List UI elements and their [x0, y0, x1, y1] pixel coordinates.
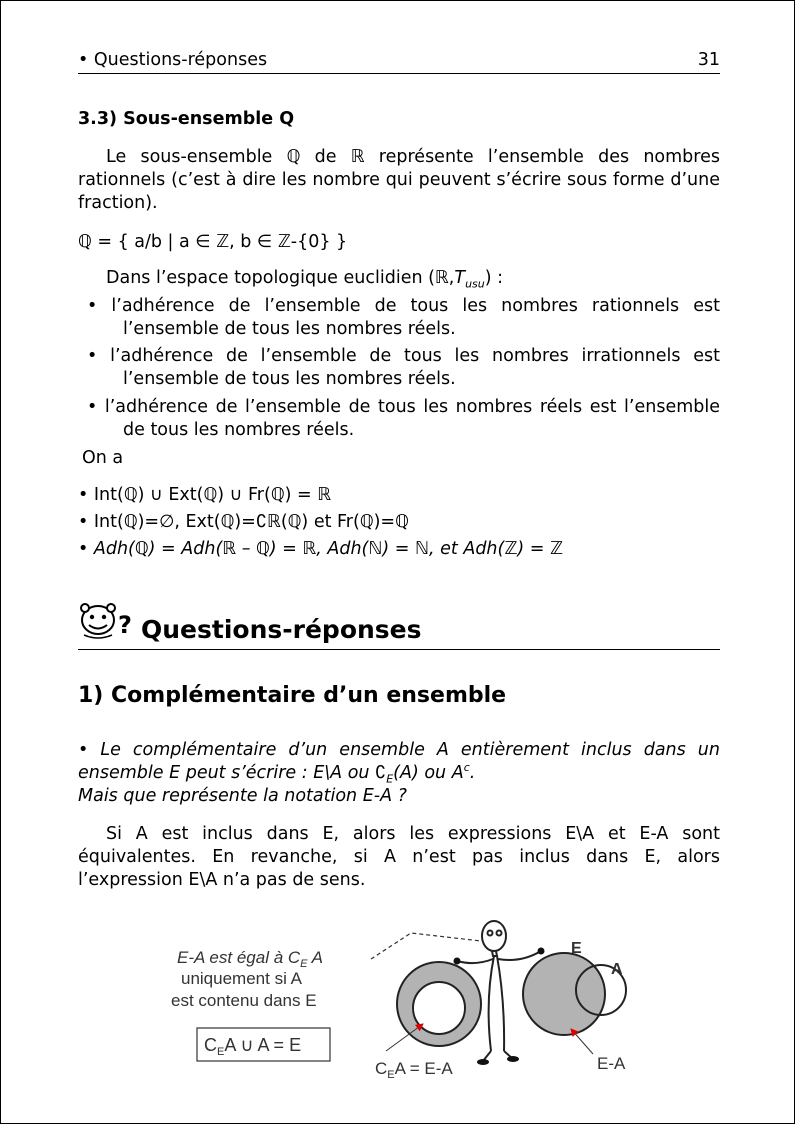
bullet-reals: • l’adhérence de l’ensemble de tous les nombres réels est l’ensemble de tous les nombres réels.	[87, 397, 720, 440]
section-title: 3.3) Sous-ensemble Q	[78, 109, 295, 129]
header-title: • Questions-réponses	[78, 50, 268, 70]
question-1-text-part3: .	[469, 763, 476, 783]
bullet-rationals: • l’adhérence de l’ensemble de tous les nombres rationnels est l’ensemble de tous les nombres réels.	[87, 296, 720, 339]
figure-formula-text: $C_EA$ ∪ A = E	[204, 1035, 302, 1058]
svg-text:?: ?	[118, 611, 132, 639]
formula-2: • Int(ℚ)=∅, Ext(ℚ)=∁ℝ(ℚ) et Fr(ℚ)=ℚ	[78, 512, 409, 532]
answer-1-text: Si A est inclus dans E, alors les expressions E\A et E-A sont équivalentes. En revanche, si A n’est pas inclus dans E, alors l’expression E\A n’a pas de sens.	[78, 824, 720, 890]
topology-intro-text: Dans l’espace topologique euclidien (ℝ,	[106, 268, 455, 288]
figure-caption-line2: uniquement si A	[181, 969, 302, 988]
figure-caption-line1: E-A est égal à $C_E$ A	[177, 948, 323, 970]
complement-figure	[161, 911, 651, 1086]
topology-T: T	[454, 268, 466, 288]
label-E: E	[571, 940, 582, 957]
bullet-irrationals: • l’adhérence de l’ensemble de tous les nombres irrationnels est l’ensemble de tous les nombres réels.	[87, 346, 720, 389]
page-number: 31	[697, 50, 720, 70]
topology-end: ) :	[484, 268, 504, 288]
formula-3: • Adh(ℚ) = Adh(ℝ – ℚ) = ℝ, Adh(ℕ) = ℕ, et Adh(ℤ) = ℤ	[78, 539, 564, 559]
question-1-title: 1) Complémentaire d’un ensemble	[78, 683, 507, 708]
figure-caption-line3: est contenu dans E	[171, 991, 317, 1010]
question-1-sub: E	[386, 772, 394, 786]
definition-formula: ℚ = { a/b | a ∈ ℤ, b ∈ ℤ-{0} }	[78, 232, 348, 252]
topology-intro	[106, 267, 503, 290]
question-1-text	[78, 739, 720, 808]
questions-title: Questions-réponses	[141, 615, 422, 644]
question-1-text-line3: Mais que représente la notation E-A ?	[78, 786, 407, 806]
running-header	[78, 49, 720, 74]
label-complement: $C_EA = E-A$	[375, 1059, 453, 1081]
label-e-minus-a: E-A	[597, 1054, 626, 1073]
paragraph-rationals: Le sous-ensemble ℚ de ℝ représente l’ensemble des nombres rationnels (c’est à dire les nombre qui peuvent s’écrire sous forme d’une fraction).	[78, 147, 720, 213]
on-a: On a	[82, 448, 124, 468]
smiley-question-icon	[78, 601, 134, 641]
formula-1: • Int(ℚ) ∪ Ext(ℚ) ∪ Fr(ℚ) = ℝ	[78, 485, 332, 505]
question-1-text-part2: (A) ou A	[393, 763, 464, 783]
question-1-text-part1: • Le complémentaire d’un ensemble A entièrement inclus dans un ensemble E peut s’écrire : E\A ou ∁	[78, 740, 720, 783]
label-A: A	[611, 961, 623, 978]
questions-header	[78, 601, 720, 650]
question-1-sup: c	[463, 761, 470, 775]
topology-sub: usu	[465, 277, 485, 291]
set-E-circle	[523, 953, 605, 1035]
